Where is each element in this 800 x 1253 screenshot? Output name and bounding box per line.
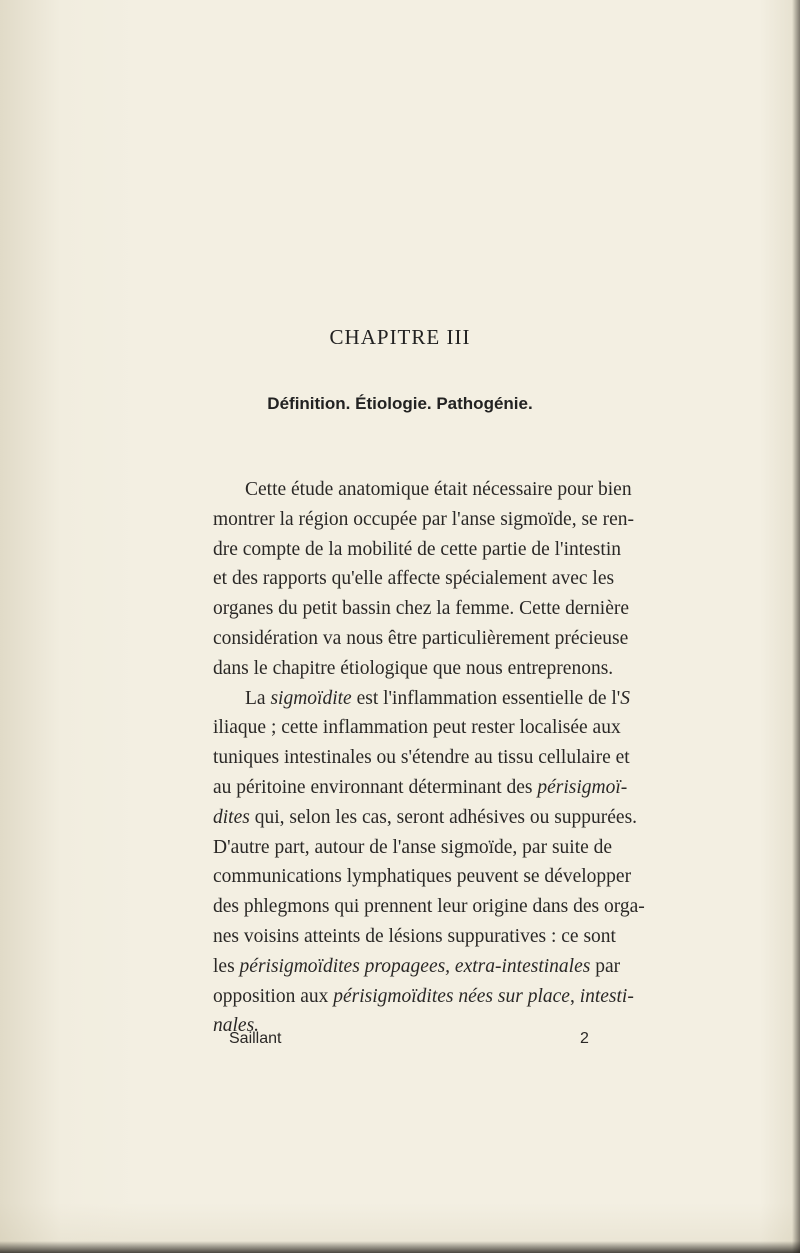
- paragraph2-line: communications lymphatiques peuvent se développer: [213, 866, 632, 888]
- paragraph1-line: Cette étude anatomique était nécessaire pour bien: [245, 479, 632, 500]
- signature-mark: Saillant: [229, 1030, 282, 1047]
- italic-term: nales.: [213, 1015, 260, 1037]
- paragraph2-line: D'autre part, autour de l'anse sigmoïde, par suite de: [213, 836, 613, 858]
- text-run: La: [245, 687, 271, 709]
- paragraph2-line: iliaque ; cette inflammation peut rester localisée aux: [213, 717, 621, 739]
- italic-term: dites: [213, 806, 250, 828]
- paragraph2-line: [213, 773, 628, 803]
- italic-term: S: [620, 687, 631, 709]
- section-heading: Définition. Étiologie. Pathogénie.: [267, 394, 533, 413]
- text-run: est l'inflammation essentielle de l': [351, 687, 621, 709]
- text-run: au péritoine environnant déterminant des: [213, 776, 538, 798]
- paragraph2-line: [213, 982, 634, 1012]
- paragraph1-line: dre compte de la mobilité de cette partie de l'intestin: [213, 538, 621, 560]
- paragraph1-line: et des rapports qu'elle affecte spécialement avec les: [213, 568, 615, 590]
- paragraph2-line: [213, 952, 621, 982]
- italic-term: périsigmoï-: [537, 776, 628, 798]
- body-text: [213, 475, 645, 1041]
- italic-term: périsigmoïdites nées sur place: [333, 985, 570, 1007]
- paragraph2-line: tuniques intestinales ou s'étendre au tissu cellulaire et: [213, 747, 630, 769]
- text-run: ,: [569, 985, 580, 1007]
- paragraph1-line: montrer la région occupée par l'anse sigmoïde, se ren-: [213, 508, 634, 530]
- paragraph2-line: nes voisins atteints de lésions suppuratives : ce sont: [213, 925, 616, 947]
- text-run: les: [213, 955, 240, 977]
- italic-term: sigmoïdite: [270, 687, 352, 709]
- page-edge-right: [792, 0, 800, 1253]
- page-edge-bottom: [0, 1241, 800, 1253]
- paragraph1-line: organes du petit bassin chez la femme. Cette dernière: [213, 598, 630, 620]
- paragraph2-line: des phlegmons qui prennent leur origine dans des orga-: [213, 896, 645, 918]
- paragraph1-line: considération va nous être particulièrement précieuse: [213, 627, 629, 649]
- paragraph2-line: [213, 684, 631, 714]
- text-run: qui, selon les cas, seront adhésives ou suppurées.: [249, 806, 638, 828]
- text-run: par: [590, 955, 621, 977]
- paragraph2-line: [213, 803, 638, 833]
- sheet-number: 2: [580, 1030, 589, 1047]
- italic-term: périsigmoïdites propagees, extra-intestinales: [239, 955, 591, 977]
- chapter-title: CHAPITRE III: [329, 325, 471, 349]
- paragraph1-line: dans le chapitre étiologique que nous entreprenons.: [213, 657, 614, 679]
- text-run: opposition aux: [213, 985, 334, 1007]
- italic-term: intesti-: [579, 985, 634, 1007]
